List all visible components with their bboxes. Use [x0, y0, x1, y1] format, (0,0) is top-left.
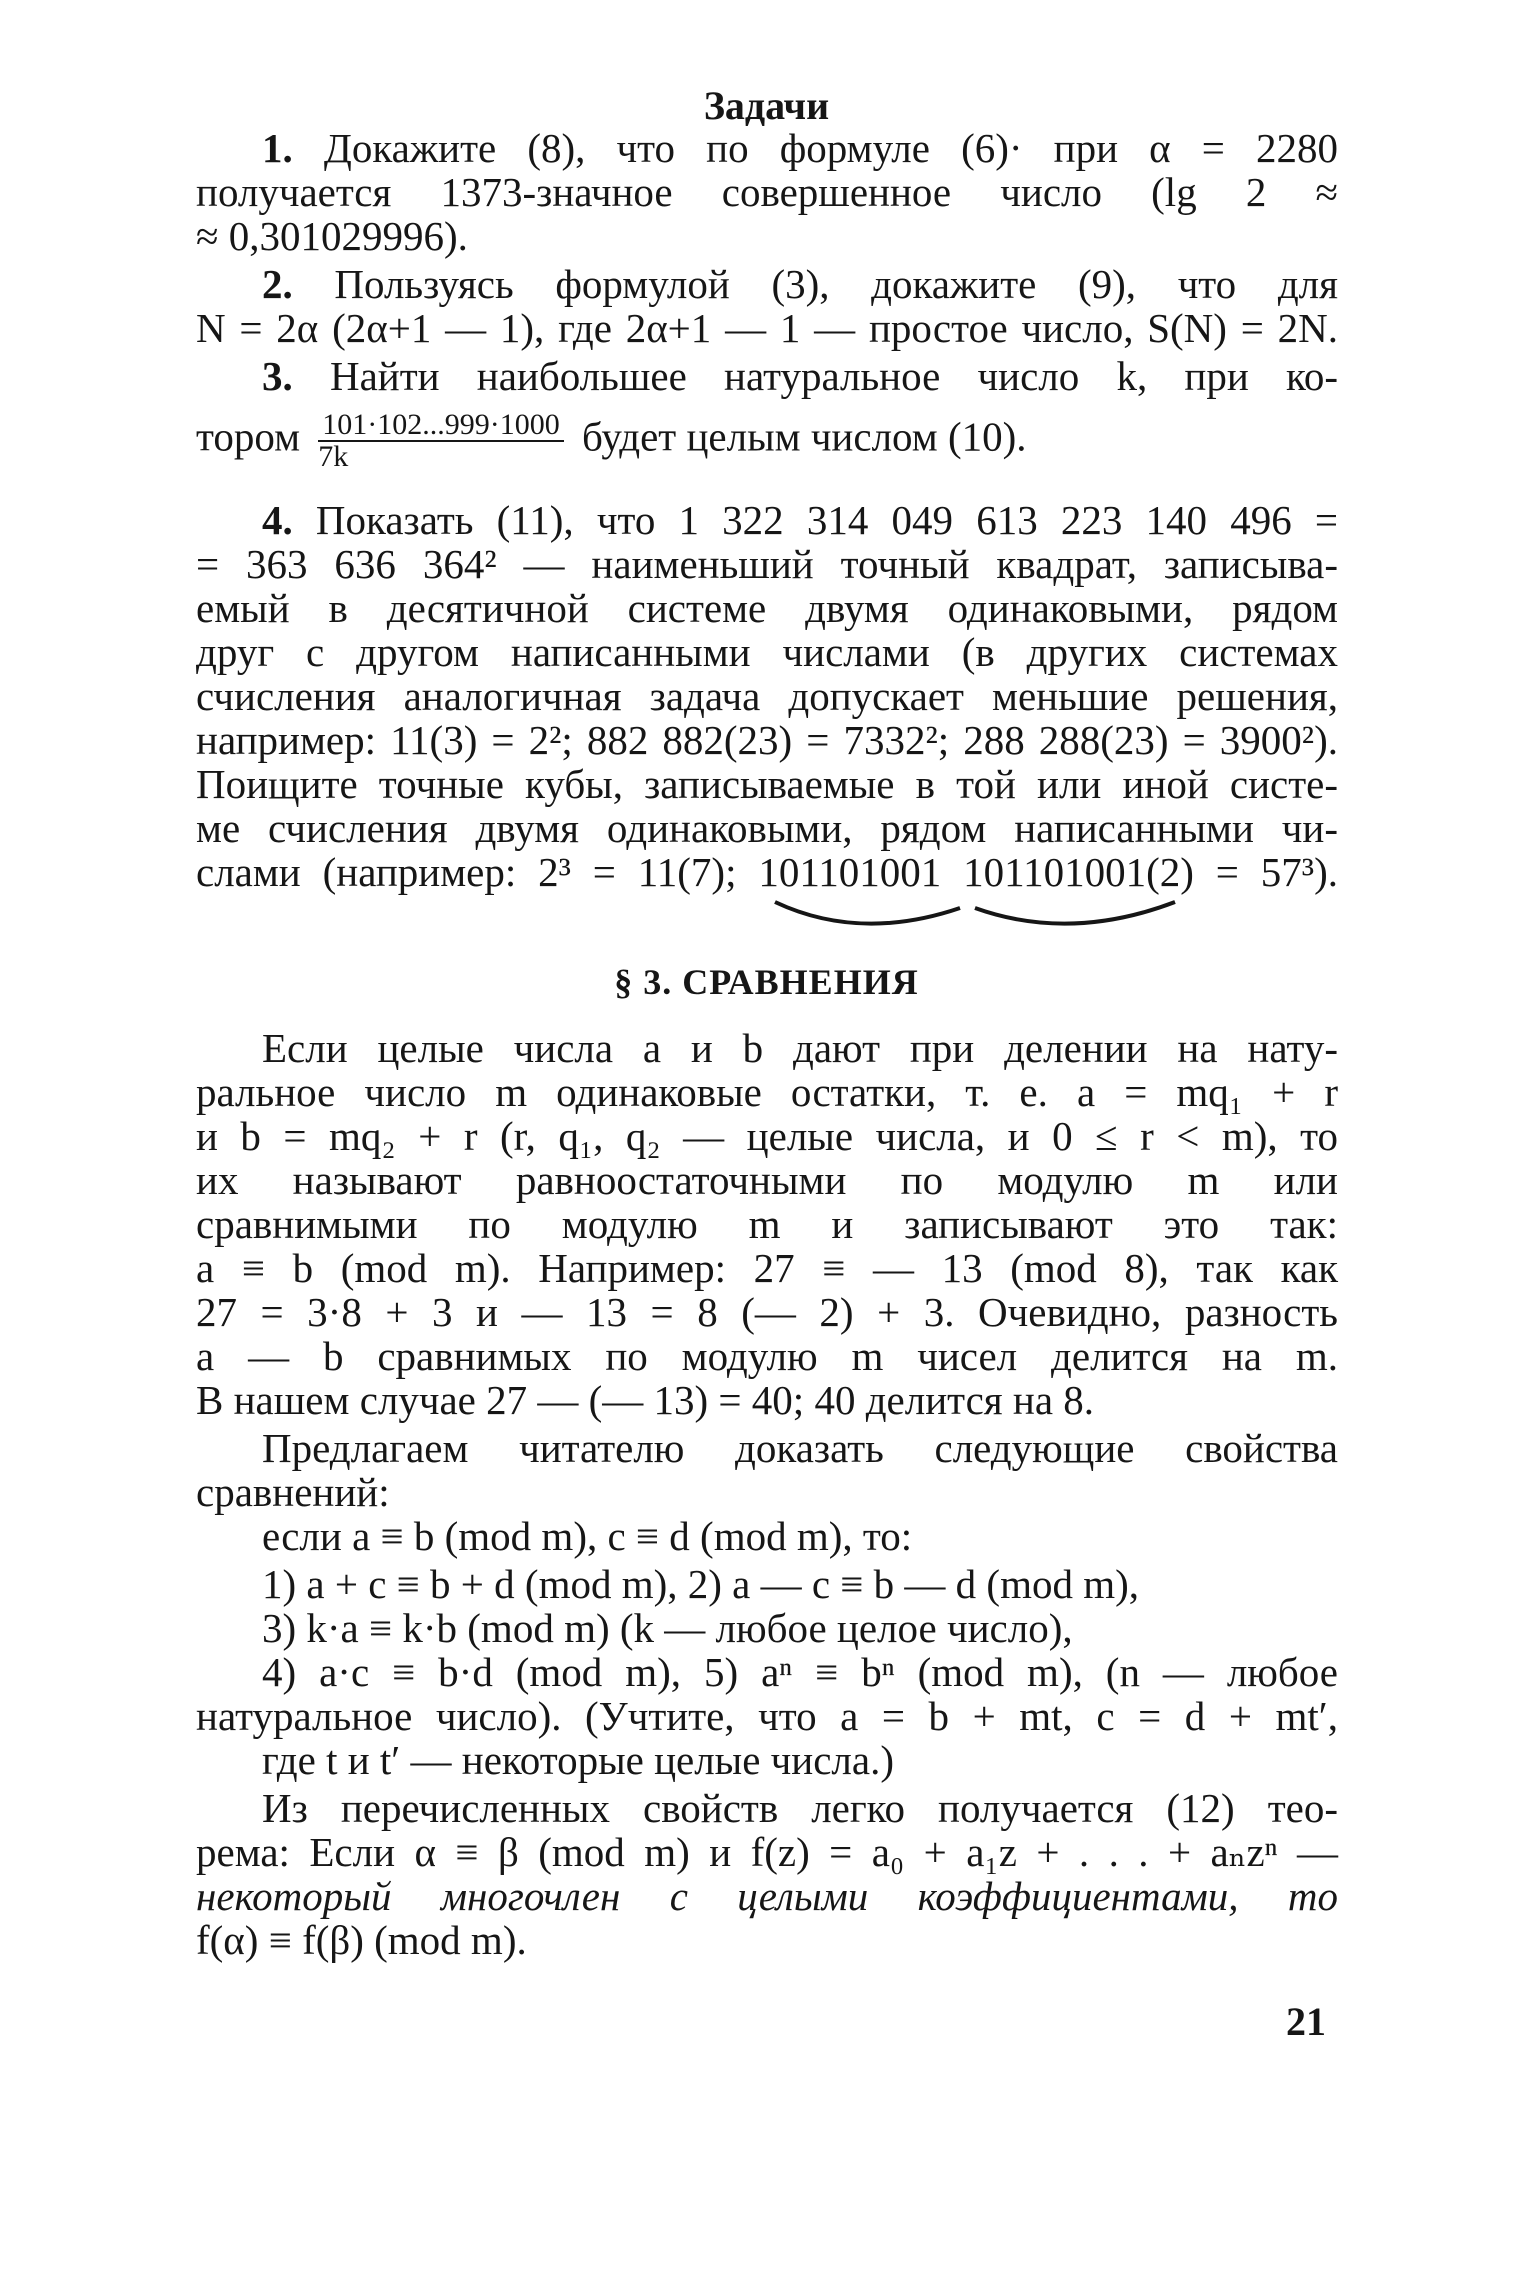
property-line-2: 3) k·a ≡ k·b (mod m) (k — любое целое число),	[262, 1605, 1073, 1651]
problem-4-line-3: емый в десятичной системе двумя одинаковыми, рядом	[196, 585, 1338, 631]
theorem-line-1: Из перечисленных свойств легко получается (12) тео-	[262, 1785, 1338, 1831]
body-line-4: их называют равноостаточными по модулю m или	[196, 1157, 1338, 1203]
problem-4-line-6: например: 11(3) = 2²; 882 882(23) = 7332²; 288 288(23) = 3900²).	[196, 717, 1338, 763]
underbrace-left	[775, 902, 960, 924]
body-line-10: Предлагаем читателю доказать следующие свойства	[262, 1425, 1338, 1471]
problem-2-line-2: N = 2α (2α+1 — 1), где 2α+1 — 1 — простое число, S(N) = 2N.	[196, 305, 1338, 351]
problem-4-line-7: Поищите точные кубы, записываемые в той или иной систе-	[196, 761, 1338, 807]
problem-1-line-3: ≈ 0,301029996).	[196, 213, 468, 259]
problem-4-line-9: слами (например: 2³ = 11(7); 101101001 101101001(2) = 57³).	[196, 849, 1338, 895]
problem-3-line-2: тором $\frac{101\cdot 102...999\cdot 1000}{7k}$ будет целым числом (10).	[196, 408, 1027, 473]
fraction-numerator: 101·102...999·1000	[318, 410, 563, 442]
fraction-denominator: 7k	[318, 440, 349, 473]
property-line-3: 4) a·c ≡ b·d (mod m), 5) aⁿ ≡ bⁿ (mod m), (n — любое	[262, 1649, 1338, 1695]
problem-3-line-1: 3. Найти наибольшее натуральное число k, при ко-	[262, 353, 1338, 399]
underbrace-right	[975, 902, 1175, 924]
page-number: 21	[1286, 1999, 1326, 2044]
body-line-8: a — b сравнимых по модулю m чисел делится на m.	[196, 1333, 1338, 1379]
theorem-line-4: f(α) ≡ f(β) (mod m).	[196, 1917, 527, 1963]
problem-4-line-1: 4. Показать (11), что 1 322 314 049 613 223 140 496 =	[262, 497, 1338, 543]
body-line-16: натуральное число). (Учтите, что a = b + mt, c = d + mt′,	[196, 1693, 1338, 1739]
body-line-12: если a ≡ b (mod m), c ≡ d (mod m), то:	[262, 1513, 913, 1559]
problem-1-line-2: получается 1373-значное совершенное число (lg 2 ≈	[196, 169, 1338, 215]
problem-2-line-1: 2. Пользуясь формулой (3), докажите (9), что для	[262, 261, 1338, 307]
body-line-7: 27 = 3·8 + 3 и — 13 = 8 (— 2) + 3. Очевидно, разность	[196, 1289, 1338, 1335]
problems-heading: Задачи	[703, 83, 830, 128]
body-line-11: сравнений:	[196, 1469, 390, 1515]
property-line-1: 1) a + c ≡ b + d (mod m), 2) a — c ≡ b — d (mod m),	[262, 1561, 1140, 1607]
body-line-5: сравнимыми по модулю m и записывают это так:	[196, 1201, 1338, 1247]
problem-4-line-5: счисления аналогичная задача допускает меньшие решения,	[196, 673, 1338, 719]
body-line-6: a ≡ b (mod m). Например: 27 ≡ — 13 (mod 8), так как	[196, 1245, 1338, 1291]
section-heading: § 3. СРАВНЕНИЯ	[614, 962, 919, 1002]
body-line-2: ральное число m одинаковые остатки, т. е. a = mq₁ + r	[196, 1069, 1338, 1115]
theorem-line-3: некоторый многочлен с целыми коэффициентами, то	[196, 1873, 1338, 1919]
problem-4-line-2: = 363 636 364² — наименьший точный квадрат, записыва-	[196, 541, 1338, 587]
problem-4-line-8: ме счисления двумя одинаковыми, рядом написанными чи-	[196, 805, 1338, 851]
problem-4-line-4: друг с другом написанными числами (в других системах	[196, 629, 1338, 675]
theorem-line-2: рема: Если α ≡ β (mod m) и f(z) = a₀ + a₁z + . . . + aₙzⁿ —	[196, 1829, 1338, 1875]
body-line-17: где t и t′ — некоторые целые числа.)	[262, 1737, 894, 1783]
body-line-1: Если целые числа a и b дают при делении на нату-	[262, 1025, 1338, 1071]
body-line-3: и b = mq₂ + r (r, q₁, q₂ — целые числа, и 0 ≤ r < m), то	[196, 1113, 1338, 1159]
problem-1-line-1: 1. Докажите (8), что по формуле (6)· при α = 2280	[262, 125, 1338, 171]
body-line-9: В нашем случае 27 — (— 13) = 40; 40 делится на 8.	[196, 1377, 1095, 1423]
